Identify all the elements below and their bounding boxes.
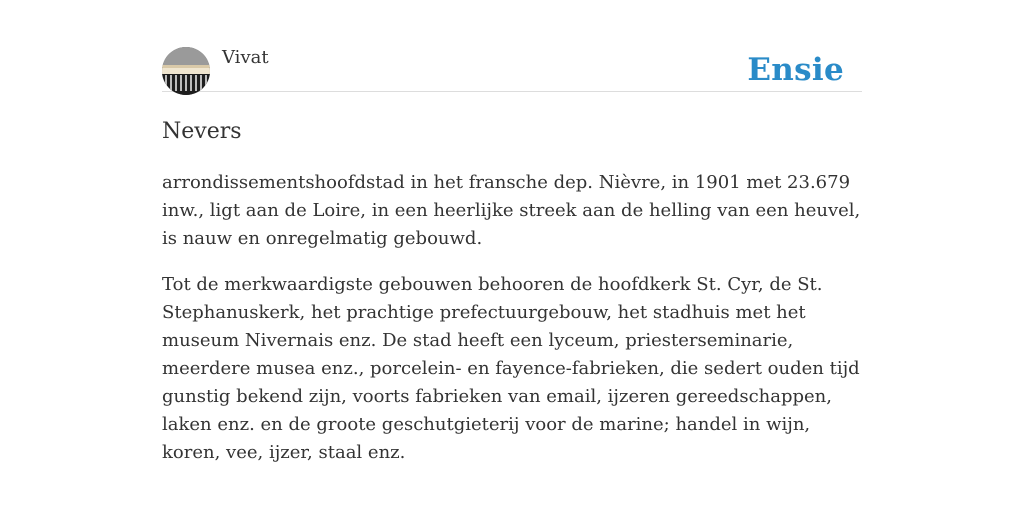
brand-logo[interactable]: Ensie <box>747 52 844 88</box>
article-card <box>162 46 862 485</box>
article-body <box>162 169 862 467</box>
typewriter-image-icon <box>162 47 210 95</box>
author-name[interactable]: Vivat <box>222 47 269 68</box>
article-header <box>162 46 862 92</box>
article-paragraph: arrondissementshoofdstad in het fransche dep. Nièvre, in 1901 met 23.679 inw., ligt aan de Loire, in een heerlijke streek aan de helling van een heuvel, is nauw en onregelmatig gebouwd. <box>162 172 861 249</box>
article-title: Nevers <box>162 119 242 144</box>
article-paragraph: Tot de merkwaardigste gebouwen behooren de hoofdkerk St. Cyr, de St. Stephanuskerk, het prachtige prefectuurgebouw, het stadhuis met het museum Nivernais enz. De stad heeft een lyceum, priesterseminarie, meerdere musea enz., porcelein- en fayence-fabrieken, die sedert ouden tijd gunstig bekend zijn, voorts fabrieken van email, ijzeren gereedschappen, laken enz. en de groote geschutgieterij voor de marine; handel in wijn, koren, vee, ijzer, staal enz. <box>162 274 860 463</box>
avatar[interactable] <box>162 47 210 95</box>
